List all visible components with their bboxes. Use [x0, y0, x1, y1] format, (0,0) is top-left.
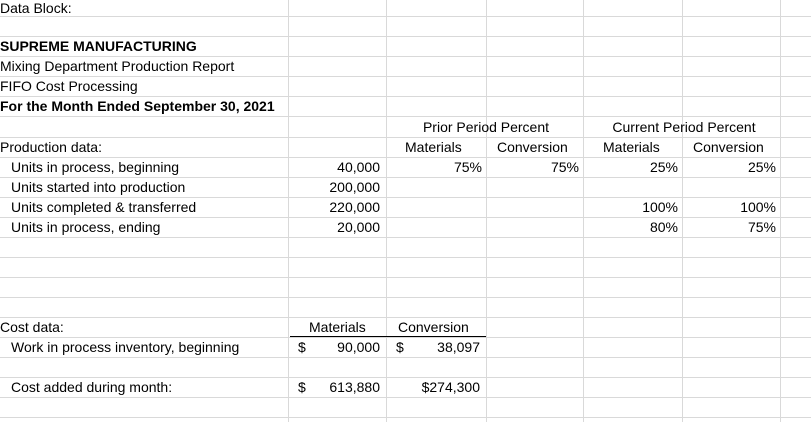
cost-conversion-header[interactable]: Conversion — [398, 319, 469, 335]
prior-conversion-header[interactable]: Conversion — [497, 139, 568, 155]
cost-conversion-currency[interactable]: $ — [396, 339, 404, 355]
production-row-label[interactable]: Units in process, beginning — [11, 159, 180, 175]
cost-conversion-value[interactable]: $274,300 — [421, 379, 480, 395]
prior-conversion-percent[interactable]: 75% — [550, 159, 579, 175]
current-materials-percent[interactable]: 100% — [642, 199, 678, 215]
cost-data-heading[interactable]: Cost data: — [0, 319, 64, 335]
cost-materials-value[interactable]: 613,880 — [329, 379, 380, 395]
production-row-units[interactable]: 220,000 — [329, 199, 380, 215]
data-block-label[interactable]: Data Block: — [0, 0, 72, 16]
report-period[interactable]: For the Month Ended September 30, 2021 — [0, 98, 275, 114]
current-conversion-percent[interactable]: 75% — [747, 219, 776, 235]
production-row-units[interactable]: 200,000 — [329, 179, 380, 195]
cost-materials-value[interactable]: 90,000 — [337, 339, 380, 355]
grid-column-line — [386, 0, 387, 422]
prior-materials-percent[interactable]: 75% — [453, 159, 482, 175]
grid-row-line — [0, 357, 811, 358]
grid-row-line — [0, 16, 811, 17]
current-conversion-header[interactable]: Conversion — [693, 139, 764, 155]
current-materials-percent[interactable]: 80% — [649, 219, 678, 235]
grid-row-line — [0, 237, 811, 238]
cost-conversion-value[interactable]: 38,097 — [437, 339, 480, 355]
grid-row-line — [0, 257, 811, 258]
grid-row-line — [0, 277, 811, 278]
cost-materials-currency[interactable]: $ — [298, 339, 306, 355]
report-title[interactable]: Mixing Department Production Report — [0, 58, 235, 74]
cost-row-label[interactable]: Work in process inventory, beginning — [11, 339, 240, 355]
company-name[interactable]: SUPREME MANUFACTURING — [0, 38, 197, 54]
production-row-units[interactable]: 20,000 — [337, 219, 380, 235]
cost-method[interactable]: FIFO Cost Processing — [0, 78, 138, 94]
grid-column-line — [486, 0, 487, 422]
cost-row-label[interactable]: Cost added during month: — [11, 379, 173, 395]
grid-row-line — [0, 417, 811, 418]
prior-period-header[interactable]: Prior Period Percent — [422, 119, 550, 135]
current-conversion-percent[interactable]: 25% — [747, 159, 776, 175]
current-conversion-percent[interactable]: 100% — [740, 199, 776, 215]
grid-row-line — [0, 297, 811, 298]
current-materials-percent[interactable]: 25% — [649, 159, 678, 175]
grid-row-line — [0, 397, 811, 398]
production-row-units[interactable]: 40,000 — [337, 159, 380, 175]
production-row-label[interactable]: Units started into production — [11, 179, 186, 195]
prior-materials-header[interactable]: Materials — [405, 139, 462, 155]
current-materials-header[interactable]: Materials — [603, 139, 660, 155]
production-row-label[interactable]: Units completed & transferred — [11, 199, 197, 215]
cost-materials-currency[interactable]: $ — [298, 379, 306, 395]
grid-column-line — [780, 0, 781, 422]
production-data-heading[interactable]: Production data: — [0, 139, 102, 155]
current-period-header[interactable]: Current Period Percent — [612, 119, 756, 135]
cost-materials-header[interactable]: Materials — [309, 319, 366, 335]
production-row-label[interactable]: Units in process, ending — [11, 219, 161, 235]
